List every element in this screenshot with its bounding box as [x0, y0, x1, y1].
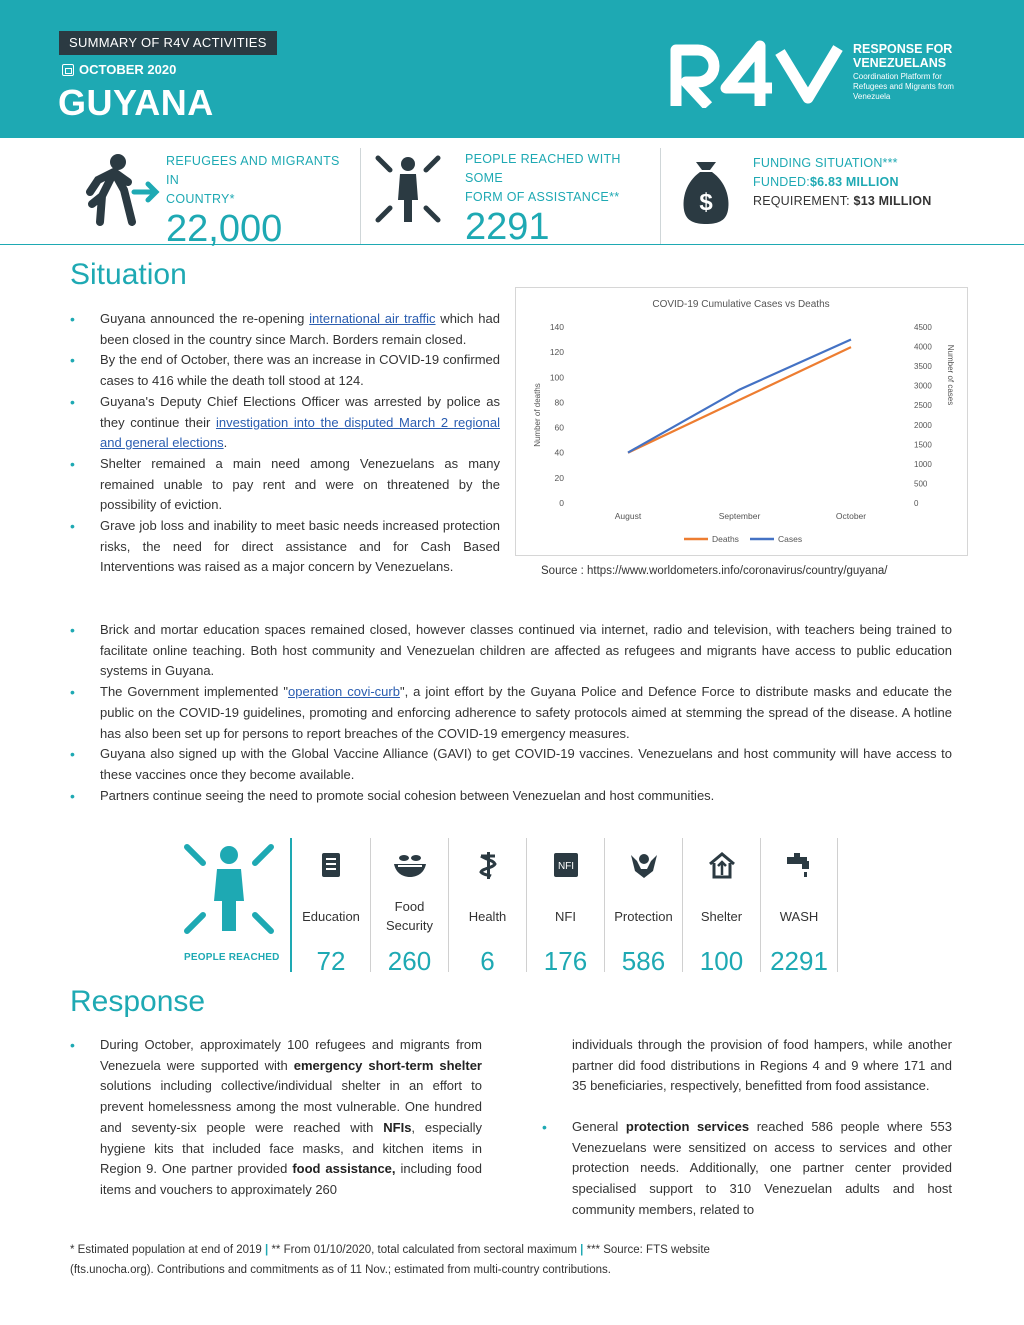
sector-shelter: [682, 838, 760, 976]
kpi-reached-label-2: FORM OF ASSISTANCE**: [465, 190, 620, 204]
money-bag-icon: [680, 158, 732, 226]
legend-label: Deaths: [712, 534, 739, 544]
people-reached-icon: [183, 843, 275, 935]
footnote-4: (fts.unocha.org). Contributions and commitments as of 11 Nov.; estimated from multi-country contributions.: [70, 1264, 611, 1276]
list-item: • By the end of October, there was an increase in COVID-19 confirmed cases to 416 while the death toll stood at 124.: [70, 350, 500, 391]
person-running-icon: [74, 152, 160, 226]
sector-value: 260: [387, 946, 432, 976]
response-list-left: [70, 1035, 482, 1201]
kpi-reached-value: 2291: [465, 206, 550, 248]
elections-investigation-link[interactable]: investigation into the disputed March 2 regional and general elections: [100, 414, 500, 451]
funded-label: FUNDED:: [753, 175, 810, 189]
covid-chart: [515, 287, 968, 556]
list-item: • Shelter remained a main need among Venezuelans as many remained unable to pay rent and were on threatened by the possibility of eviction.: [70, 454, 500, 516]
air-traffic-link[interactable]: international air traffic: [309, 311, 436, 326]
y-tick-label: 140: [549, 322, 564, 332]
y2-tick-label: 500: [914, 479, 928, 489]
logo-title-1: RESPONSE FOR: [853, 42, 953, 56]
book-icon: [292, 838, 370, 884]
y2-tick-label: 3000: [914, 381, 932, 391]
y-axis-label: Number of deaths: [533, 383, 542, 447]
kpi-refugees-value: 22,000: [166, 208, 283, 250]
y-tick-label: 100: [549, 372, 564, 383]
sector-value: 6: [480, 946, 495, 976]
kpi-reached: [372, 138, 657, 248]
logo-wordmark: [853, 42, 973, 102]
svg-text:NFI: NFI: [557, 861, 574, 872]
sector-protection: [604, 838, 682, 976]
kpi-divider: [360, 148, 361, 244]
svg-text:$: $: [699, 189, 713, 216]
kpi-funding: [680, 138, 980, 244]
legend-label: Cases: [778, 534, 803, 544]
kpi-refugees-label-2: COUNTRY*: [166, 192, 235, 206]
nfi-icon: [527, 838, 604, 884]
country-title: GUYANA: [58, 82, 214, 123]
list-item: • During October, approximately 100 refugees and migrants from Venezuela were supported with emergency short-term shelter solutions including collective/individual shelter in an effort to prevent homelessness among the most vulnerable. One hundred and seventy-six people were reached with NFIs, especially hygiene kits that included face masks, and kitchen items in Region 9. One partner provided food assistance, including food items and vouchers to approximately 260: [70, 1035, 482, 1201]
sector-name: Health: [468, 908, 507, 924]
sector-name: Protection: [614, 908, 673, 924]
list-item: • The Government implemented "operation covi-curb", a joint effort by the Guyana Police and Defence Force to distribute masks and educate the public on the COVID-19 guidelines, promoting and enforcing adherence to safety protocols aimed at stemming the spread of the disease. A hotline has also been set up for persons to report breaches of the COVID-19 emergency measures.: [70, 682, 952, 744]
list-item: • General protection services reached 586 people where 553 Venezuelans were sensitized on access to services and other protection needs. Additionally, one partner center provided specialised support to 310 Venezuelan adults and host community members, related to: [542, 1117, 952, 1221]
calendar-icon: [62, 64, 74, 76]
footnote-separator: |: [580, 1244, 584, 1256]
series-line-cases: [628, 340, 851, 453]
sector-name: WASH: [779, 908, 819, 924]
footnote-3: *** Source: FTS website: [586, 1244, 710, 1256]
x-tick-label: September: [718, 511, 761, 521]
health-caduceus-icon: [449, 838, 526, 884]
report-date: [62, 62, 176, 77]
situation-list-top: [70, 309, 500, 578]
list-item: • Partners continue seeing the need to promote social cohesion between Venezuelan and host communities.: [70, 786, 952, 807]
list-item: • Guyana also signed up with the Global Vaccine Alliance (GAVI) to get COVID-19 vaccines. Venezuelans and host community will have access to these vaccines once they become available.: [70, 744, 952, 785]
report-date-text: OCTOBER 2020: [79, 62, 177, 77]
summary-tag: SUMMARY OF R4V ACTIVITIES: [59, 31, 277, 55]
sector-health: [448, 838, 526, 976]
footnote-1: * Estimated population at end of 2019: [70, 1244, 262, 1256]
water-tap-icon: [761, 838, 837, 884]
funding-text: [753, 154, 983, 211]
response-continuation: individuals through the provision of food hampers, while another partner did food distributions in Regions 4 and 9 where 171 and 35 beneficiaries, respectively, benefitted from food assistance.: [572, 1037, 952, 1094]
logo-title-2: VENEZUELANS: [853, 56, 947, 70]
y-tick-label: 0: [559, 498, 564, 508]
y2-tick-label: 2500: [914, 401, 932, 411]
y2-tick-label: 4500: [914, 323, 932, 332]
kpi-row: [0, 138, 1024, 250]
people-reached-label: PEOPLE REACHED: [184, 952, 280, 963]
kpi-divider: [660, 148, 661, 244]
chart-source: Source : https://www.worldometers.info/coronavirus/country/guyana/: [541, 565, 888, 577]
y2-tick-label: 0: [914, 499, 919, 508]
shelter-house-icon: [683, 838, 760, 884]
people-reached-icon: [372, 152, 444, 226]
y2-tick-label: 3500: [914, 362, 932, 372]
situation-title: Situation: [70, 258, 187, 291]
funded-value: $6.83 MILLION: [809, 175, 899, 189]
food-bowl-icon: [371, 838, 448, 884]
sector-name: Education: [302, 908, 360, 924]
sector-name: Shelter: [700, 908, 743, 924]
sector-value: 176: [543, 946, 588, 976]
footnote: [70, 1240, 910, 1280]
x-tick-label: October: [835, 511, 867, 521]
response-title: Response: [70, 985, 206, 1018]
page-header: [0, 0, 1024, 138]
logo-subtitle: Coordination Platform for Refugees and Migrants from Venezuela: [853, 72, 954, 101]
y-tick-label: 20: [554, 472, 564, 483]
response-list-right: [542, 1117, 952, 1221]
y-tick-label: 60: [554, 422, 564, 433]
sector-food-security: [370, 838, 448, 976]
sector-name: NFI: [555, 908, 576, 924]
footnote-2: ** From 01/10/2020, total calculated from sectoral maximum: [271, 1244, 577, 1256]
sector-wash: [760, 838, 838, 976]
sector-value: 100: [699, 946, 744, 976]
kpi-refugees: [74, 138, 354, 250]
covid-chart-svg: [516, 288, 967, 555]
sector-value: 586: [621, 946, 666, 976]
sector-nfi: [526, 838, 604, 976]
covi-curb-link[interactable]: operation covi-curb: [288, 684, 400, 700]
sector-name: Food Security: [386, 899, 433, 933]
requirement-label: REQUIREMENT:: [753, 194, 850, 208]
kpi-refugees-label-1: REFUGEES AND MIGRANTS IN: [166, 154, 340, 187]
y2-tick-label: 2000: [914, 420, 932, 430]
r4v-logo: [668, 40, 844, 108]
list-item: • Guyana's Deputy Chief Elections Officer was arrested by police as they continue their investigation into the disputed March 2 regional and general elections.: [70, 392, 500, 454]
y-tick-label: 120: [549, 347, 564, 358]
footnote-separator: |: [265, 1244, 269, 1256]
y2-tick-label: 4000: [914, 342, 932, 352]
sector-value: 2291: [770, 946, 828, 976]
x-tick-label: August: [614, 511, 642, 521]
requirement-value: $13 MILLION: [853, 194, 932, 208]
sector-value: 72: [316, 946, 346, 976]
kpi-reached-label-1: PEOPLE REACHED WITH SOME: [465, 152, 621, 185]
y2-tick-label: 1000: [914, 459, 932, 469]
list-item: • Grave job loss and inability to meet basic needs increased protection risks, the need for direct assistance and for Cash Based Interventions was raised as a major concern by Venezuelans.: [70, 516, 500, 578]
sector-education: [292, 838, 370, 976]
series-line-deaths: [628, 347, 851, 453]
chart-title: COVID-19 Cumulative Cases vs Deaths: [652, 299, 830, 310]
list-item: • Brick and mortar education spaces remained closed, however classes continued via internet, radio and television, with teachers being trained to facilitate online teaching. Both host community and Venezuelan children are affected as refugees and migrants have access to public education systems in Guyana.: [70, 620, 952, 682]
y2-tick-label: 1500: [914, 440, 932, 450]
list-item: • Guyana announced the re-opening international air traffic which had been closed in the country since March. Borders remain closed.: [70, 309, 500, 350]
y-tick-label: 40: [554, 447, 564, 458]
y2-axis-label: Number of cases: [946, 344, 955, 406]
y-tick-label: 80: [554, 397, 564, 408]
funding-label: FUNDING SITUATION***: [753, 156, 898, 170]
protection-hands-icon: [605, 838, 682, 884]
situation-list-bottom: [70, 620, 952, 806]
